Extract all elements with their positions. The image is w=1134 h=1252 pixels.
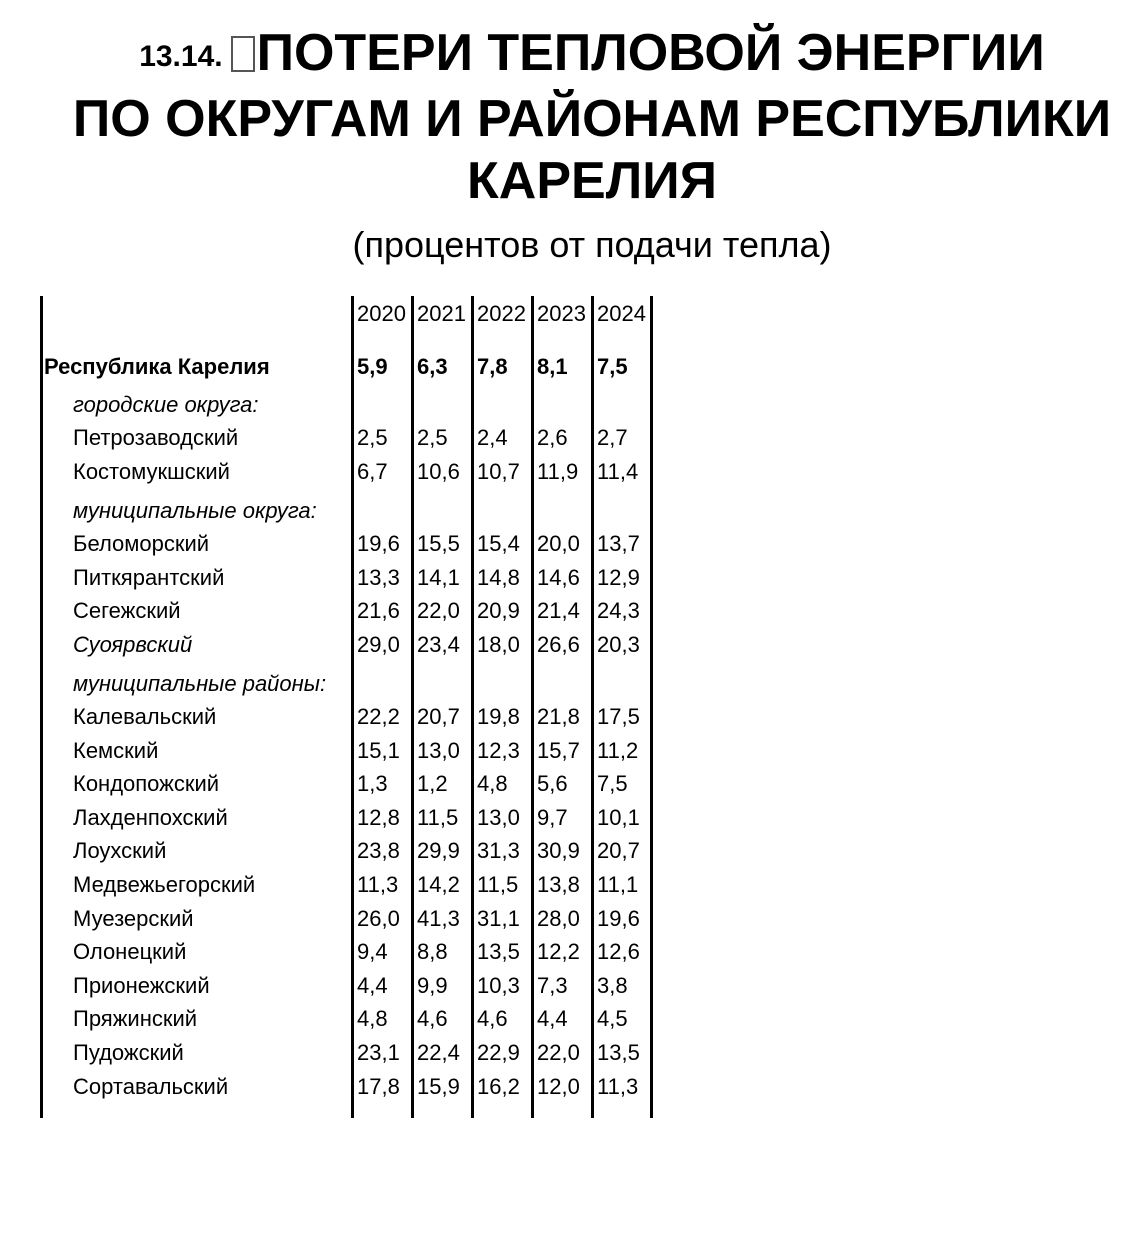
table-row — [40, 801, 654, 835]
row-label: Сортавальский — [73, 1073, 229, 1099]
value-cell: 1,3 — [357, 771, 388, 797]
value-cell: 10,1 — [597, 804, 640, 830]
value-cell: 15,5 — [417, 531, 460, 556]
table-row — [40, 594, 654, 628]
title-line-1 — [0, 22, 1134, 88]
value-cell: 22,9 — [477, 1040, 520, 1065]
table-row — [40, 1070, 654, 1104]
value-cell: 12,8 — [357, 804, 400, 830]
value-cell: 21,6 — [357, 598, 400, 624]
value-cell: 16,2 — [477, 1073, 520, 1099]
value-cell: 11,5 — [417, 804, 459, 830]
value-cell: 4,8 — [477, 771, 508, 797]
value-cell: 15,1 — [357, 737, 400, 763]
value-cell: 30,9 — [537, 838, 580, 864]
value-cell: 9,7 — [537, 804, 568, 830]
value-cell: 2,7 — [597, 425, 628, 450]
value-cell: 13,5 — [477, 939, 520, 965]
value-cell: 31,3 — [477, 838, 520, 864]
row-label: Суоярвский — [73, 631, 193, 657]
value-cell: 20,3 — [597, 631, 640, 657]
table-row — [40, 935, 654, 969]
row-label: Сегежский — [73, 598, 181, 624]
value-cell: 17,5 — [597, 704, 640, 729]
value-cell: 13,8 — [537, 872, 580, 897]
value-cell: 2,6 — [537, 425, 568, 450]
page-title — [0, 22, 1134, 212]
value-cell: 10,7 — [477, 458, 520, 484]
value-cell: 11,4 — [597, 458, 639, 484]
row-label: муниципальные районы: — [73, 671, 327, 696]
row-label: Лахденпохский — [73, 804, 228, 830]
row-label: Кондопожский — [73, 771, 220, 797]
value-cell: 8,8 — [417, 939, 448, 965]
value-cell: 18,0 — [477, 631, 520, 657]
table-number: 13.14. — [139, 40, 223, 73]
value-cell: 13,0 — [477, 804, 520, 830]
value-cell: 13,3 — [357, 564, 400, 590]
value-cell: 19,6 — [597, 905, 640, 931]
row-label: городские округа: — [73, 392, 259, 417]
year-header: 2024 — [597, 301, 646, 326]
value-cell: 5,6 — [537, 771, 568, 797]
value-cell: 13,7 — [597, 531, 640, 556]
value-cell: 2,5 — [417, 425, 448, 450]
value-cell: 17,8 — [357, 1073, 400, 1099]
row-label: Лоухский — [73, 838, 167, 864]
value-cell: 21,8 — [537, 704, 580, 729]
value-cell: 4,6 — [417, 1006, 448, 1032]
year-header: 2023 — [537, 301, 586, 326]
table-row — [40, 969, 654, 1003]
value-cell: 6,3 — [417, 354, 448, 379]
missing-glyph-box-icon — [231, 36, 255, 72]
data-table — [40, 296, 654, 1118]
table-row — [40, 1002, 654, 1036]
value-cell: 7,5 — [597, 771, 628, 797]
table-row — [40, 527, 654, 561]
value-cell: 28,0 — [537, 905, 580, 931]
value-cell: 4,5 — [597, 1006, 628, 1032]
value-cell: 12,6 — [597, 939, 640, 965]
value-cell: 29,0 — [357, 631, 400, 657]
row-label: Олонецкий — [73, 939, 187, 965]
total-row — [40, 350, 654, 384]
units-subtitle: (процентов от подачи тепла) — [352, 224, 832, 265]
value-cell: 12,3 — [477, 737, 520, 763]
value-cell: 14,6 — [537, 564, 580, 590]
value-cell: 21,4 — [537, 598, 580, 624]
table-row — [40, 1036, 654, 1070]
value-cell: 11,5 — [477, 872, 519, 897]
value-cell: 11,2 — [597, 737, 639, 763]
row-label: Беломорский — [73, 531, 210, 556]
value-cell: 12,9 — [597, 564, 640, 590]
value-cell: 24,3 — [597, 598, 640, 624]
value-cell: 26,0 — [357, 905, 400, 931]
section-heading — [40, 667, 654, 701]
table-row — [40, 734, 654, 768]
value-cell: 4,6 — [477, 1006, 508, 1032]
value-cell: 13,0 — [417, 737, 460, 763]
value-cell: 19,8 — [477, 704, 520, 729]
section-heading — [40, 388, 654, 422]
value-cell: 8,1 — [537, 354, 568, 379]
header-row — [40, 297, 654, 331]
value-cell: 14,2 — [417, 872, 460, 897]
row-label: Республика Карелия — [44, 354, 270, 379]
value-cell: 31,1 — [477, 905, 520, 931]
year-header: 2021 — [417, 301, 466, 326]
value-cell: 5,9 — [357, 354, 388, 379]
value-cell: 6,7 — [357, 458, 388, 484]
value-cell: 19,6 — [357, 531, 400, 556]
value-cell: 1,2 — [417, 771, 448, 797]
row-label: Муезерский — [73, 905, 194, 931]
value-cell: 15,7 — [537, 737, 580, 763]
row-label: Медвежьегорский — [73, 872, 256, 897]
row-label: Калевальский — [73, 704, 217, 729]
title-line-3: КАРЕЛИЯ — [467, 152, 717, 210]
value-cell: 15,4 — [477, 531, 520, 556]
value-cell: 10,3 — [477, 972, 520, 998]
value-cell: 9,9 — [417, 972, 448, 998]
value-cell: 41,3 — [417, 905, 460, 931]
value-cell: 2,5 — [357, 425, 388, 450]
value-cell: 20,0 — [537, 531, 580, 556]
value-cell: 4,4 — [537, 1006, 568, 1032]
value-cell: 13,5 — [597, 1040, 640, 1065]
value-cell: 11,3 — [597, 1073, 639, 1099]
value-cell: 22,4 — [417, 1040, 460, 1065]
value-cell: 22,0 — [417, 598, 460, 624]
value-cell: 22,2 — [357, 704, 400, 729]
value-cell: 7,8 — [477, 354, 508, 379]
value-cell: 23,1 — [357, 1040, 400, 1065]
value-cell: 20,7 — [417, 704, 460, 729]
value-cell: 20,7 — [597, 838, 640, 864]
value-cell: 15,9 — [417, 1073, 460, 1099]
value-cell: 10,6 — [417, 458, 460, 484]
value-cell: 12,2 — [537, 939, 580, 965]
value-cell: 14,1 — [417, 564, 460, 590]
section-heading — [40, 494, 654, 528]
row-label: Прионежский — [73, 972, 210, 998]
row-label: Петрозаводский — [73, 425, 239, 450]
table-row — [40, 868, 654, 902]
row-label: муниципальные округа: — [73, 498, 317, 523]
row-label: Кемский — [73, 737, 159, 763]
value-cell: 3,8 — [597, 972, 628, 998]
value-cell: 23,4 — [417, 631, 460, 657]
title-line-2: ПО ОКРУГАМ И РАЙОНАМ РЕСПУБЛИКИ — [72, 90, 1112, 148]
row-label: Пудожский — [73, 1040, 184, 1065]
value-cell: 11,9 — [537, 458, 579, 484]
row-label: Питкярантский — [73, 564, 225, 590]
table-row — [40, 700, 654, 734]
table-row — [40, 834, 654, 868]
table-row — [40, 455, 654, 489]
year-header: 2020 — [357, 301, 406, 326]
value-cell: 4,4 — [357, 972, 388, 998]
value-cell: 20,9 — [477, 598, 520, 624]
value-cell: 9,4 — [357, 939, 388, 965]
value-cell: 23,8 — [357, 838, 400, 864]
value-cell: 4,8 — [357, 1006, 388, 1032]
value-cell: 11,3 — [357, 872, 399, 897]
title-text-1: ПОТЕРИ ТЕПЛОВОЙ ЭНЕРГИИ — [256, 24, 1045, 82]
value-cell: 11,1 — [597, 872, 639, 897]
table-row — [40, 628, 654, 662]
table-row — [40, 902, 654, 936]
year-header: 2022 — [477, 301, 526, 326]
value-cell: 12,0 — [537, 1073, 580, 1099]
table-row — [40, 561, 654, 595]
value-cell: 22,0 — [537, 1040, 580, 1065]
value-cell: 14,8 — [477, 564, 520, 590]
value-cell: 2,4 — [477, 425, 508, 450]
table-row — [40, 421, 654, 455]
row-label: Костомукшский — [73, 458, 230, 484]
value-cell: 7,3 — [537, 972, 568, 998]
table-row — [40, 767, 654, 801]
value-cell: 7,5 — [597, 354, 628, 379]
value-cell: 29,9 — [417, 838, 460, 864]
row-label: Пряжинский — [73, 1006, 198, 1032]
value-cell: 26,6 — [537, 631, 580, 657]
